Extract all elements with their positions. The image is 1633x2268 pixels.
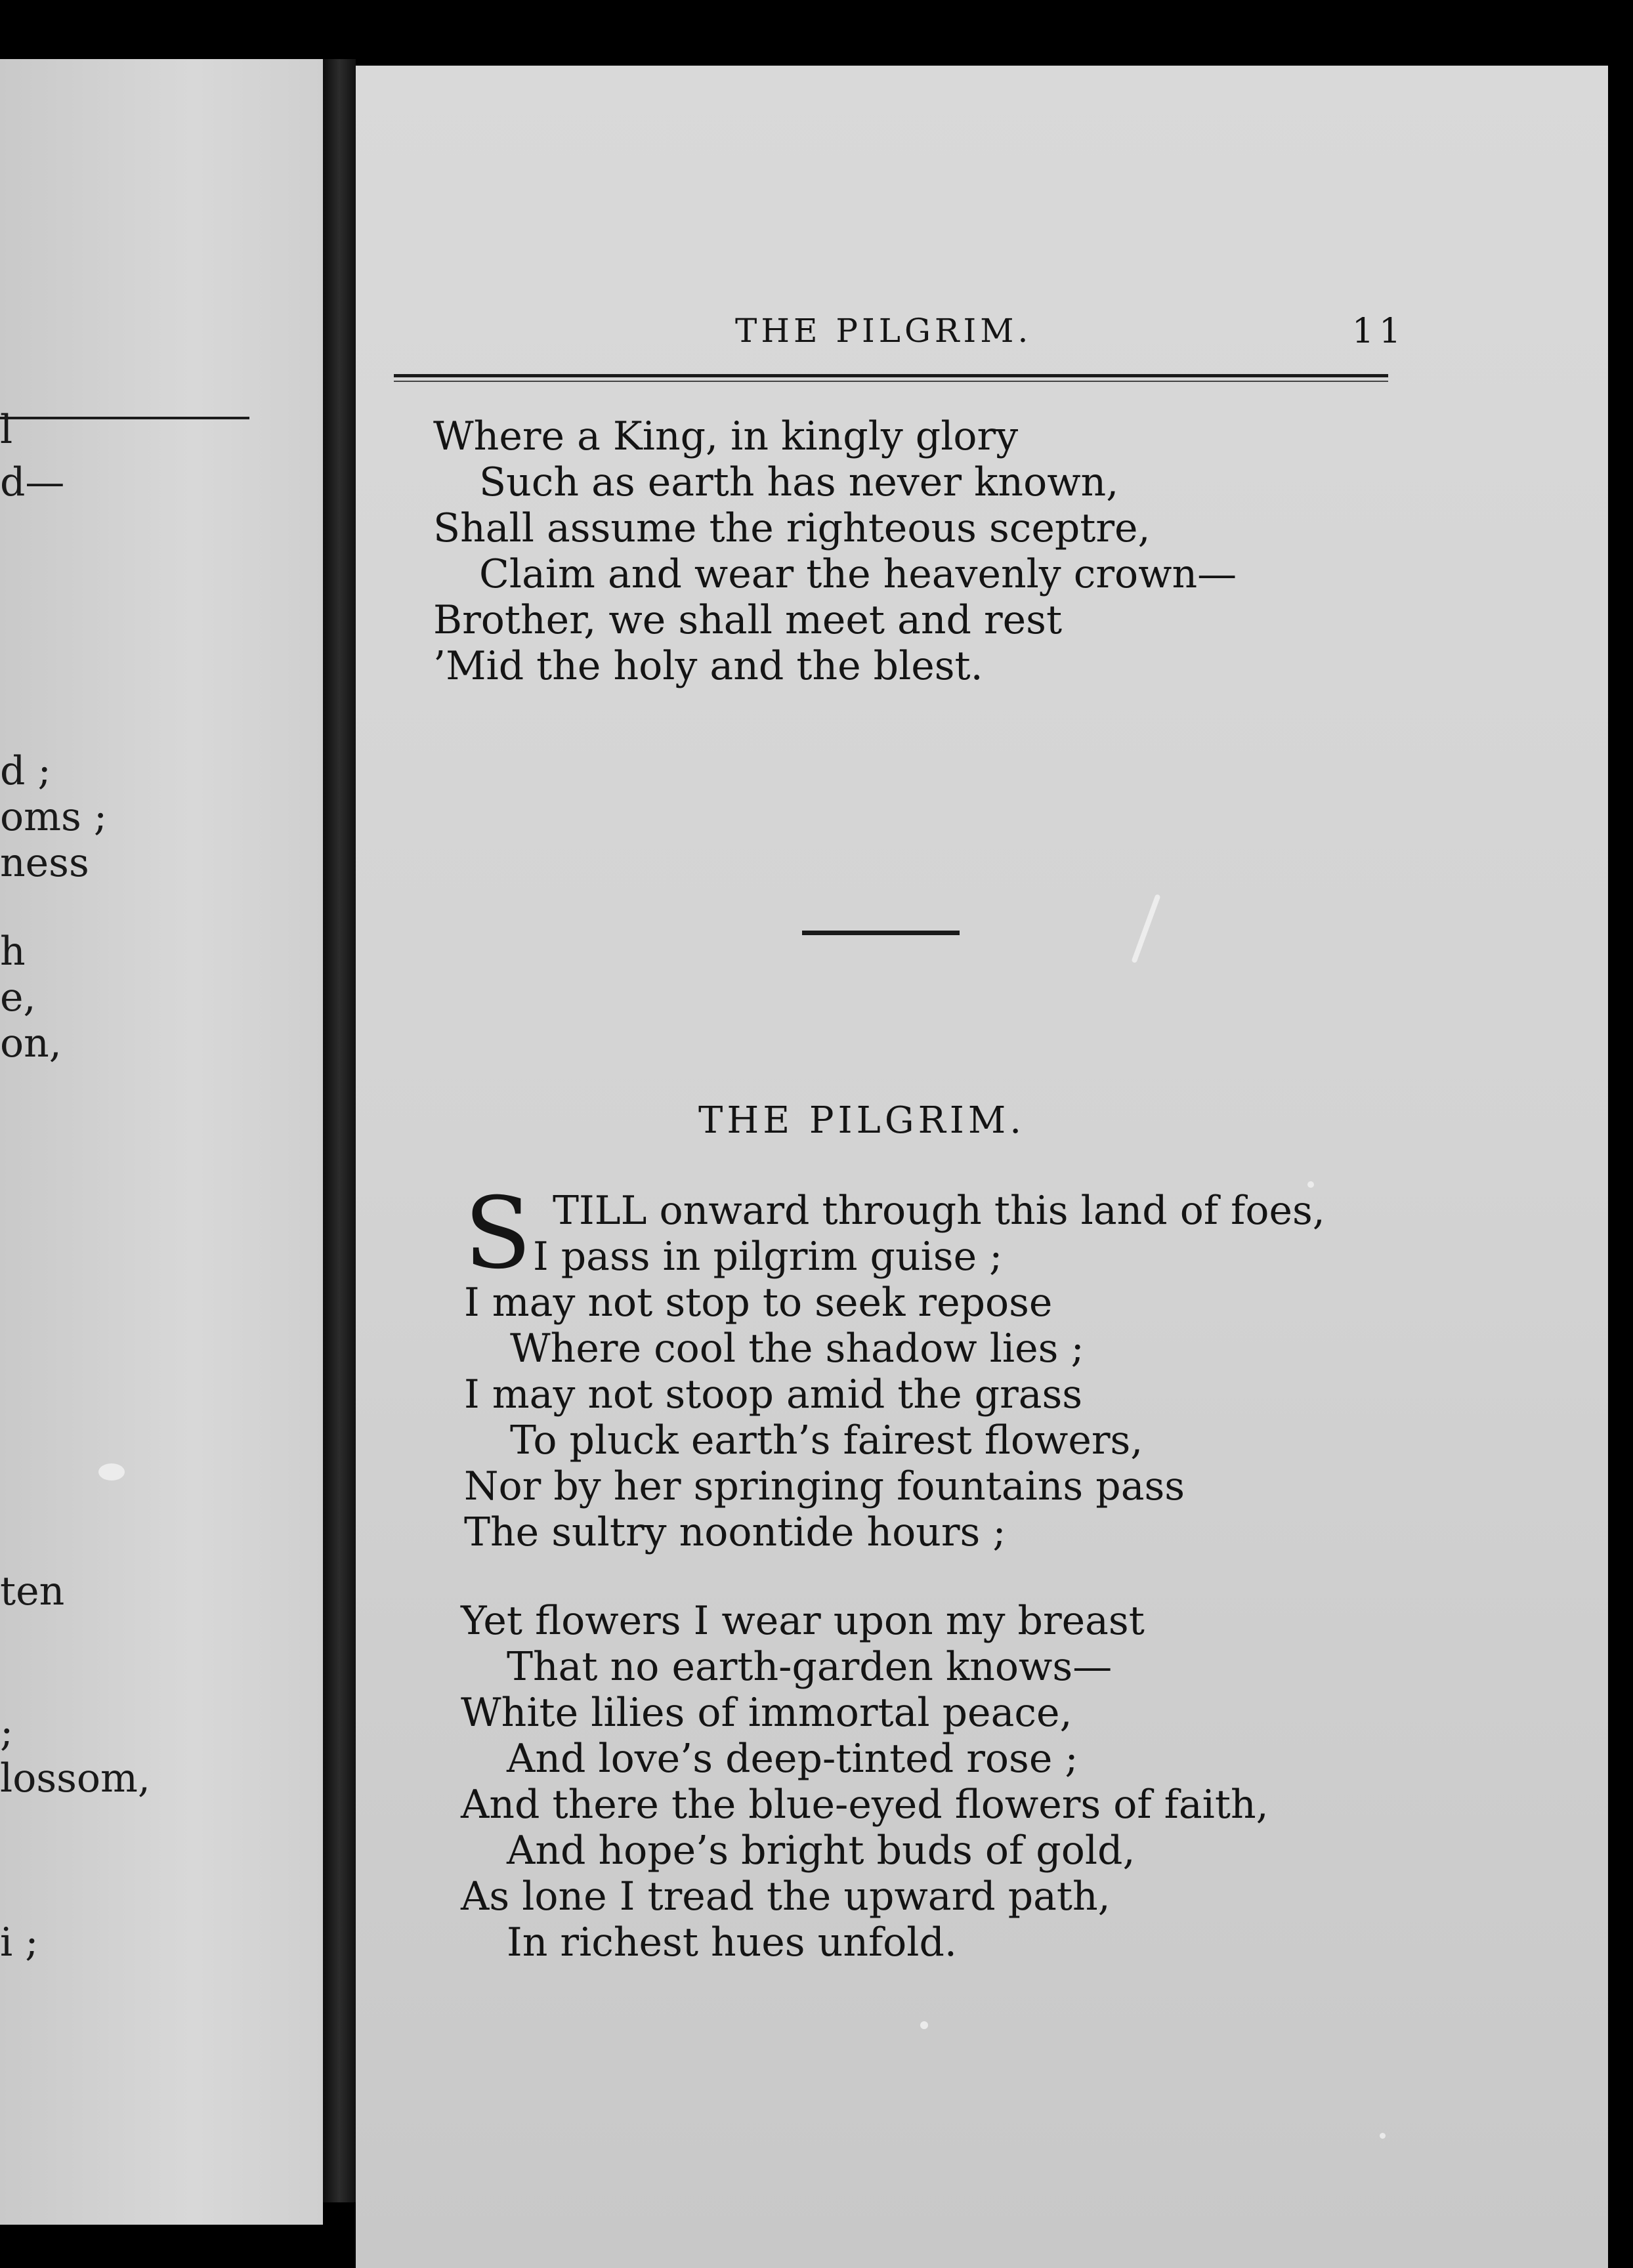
- paper-speck: [1307, 1181, 1314, 1188]
- running-head: THE PILGRIM.: [735, 312, 1032, 350]
- left-fragment: ten: [0, 1568, 65, 1614]
- poem-line: Claim and wear the heavenly crown—: [479, 551, 1237, 597]
- poem-line: I may not stoop amid the grass: [464, 1372, 1083, 1418]
- left-fragment: h: [0, 929, 26, 975]
- paper-speck: [1380, 2133, 1386, 2139]
- left-fragment: i ;: [0, 1920, 39, 1965]
- poem-line: I may not stop to seek repose: [464, 1280, 1053, 1326]
- poem-line: To pluck earth’s fairest flowers,: [510, 1418, 1143, 1463]
- poem-line: Shall assume the righteous sceptre,: [433, 505, 1151, 551]
- left-fragment: d ;: [0, 748, 51, 794]
- poem-line: Where cool the shadow lies ;: [510, 1326, 1084, 1372]
- poem-line: And love’s deep-tinted rose ;: [507, 1736, 1078, 1782]
- left-page: [0, 59, 323, 2225]
- poem-line: Nor by her springing fountains pass: [464, 1463, 1185, 1509]
- header-rule: [394, 374, 1388, 377]
- poem-line: Yet flowers I wear upon my breast: [461, 1598, 1145, 1644]
- poem-line: Such as earth has never known,: [479, 459, 1119, 505]
- poem-line: I pass in pilgrim guise ;: [533, 1234, 1003, 1280]
- poem-line: As lone I tread the upward path,: [461, 1874, 1111, 1920]
- paper-scratch: [1131, 894, 1160, 963]
- stanza: [464, 1234, 1185, 1555]
- section-divider: [802, 931, 960, 935]
- left-fragment: e,: [0, 975, 36, 1020]
- poem-line: That no earth-garden knows—: [507, 1644, 1113, 1690]
- left-fragment: ness: [0, 840, 89, 886]
- paper-speck: [920, 2021, 928, 2029]
- left-fragment: d—: [0, 459, 65, 505]
- page-number: 11: [1352, 312, 1407, 351]
- left-fragment: on,: [0, 1020, 62, 1066]
- poem-line: And there the blue-eyed flowers of faith,: [461, 1782, 1269, 1828]
- left-fragment: lossom,: [0, 1755, 150, 1801]
- left-fragment: ;: [0, 1710, 14, 1755]
- poem-line: And hope’s bright buds of gold,: [507, 1828, 1135, 1874]
- poem-line: In richest hues unfold.: [507, 1920, 957, 1965]
- stanza: [461, 1598, 1269, 1965]
- poem-line: TILL onward through this land of foes,: [553, 1188, 1325, 1234]
- right-page: [356, 66, 1608, 2268]
- left-fragment: oms ;: [0, 794, 108, 840]
- poem-line: Brother, we shall meet and rest: [433, 597, 1063, 643]
- poem-line: Where a King, in kingly glory: [433, 413, 1019, 459]
- poem-line: ’Mid the holy and the blest.: [433, 643, 983, 689]
- book-gutter: [323, 59, 356, 2202]
- left-page-rule: [0, 417, 249, 419]
- poem-title: THE PILGRIM.: [698, 1099, 1026, 1142]
- drop-cap: S: [464, 1177, 532, 1291]
- stanza: [433, 413, 1237, 689]
- header-rule-thin: [394, 381, 1388, 382]
- paper-speck: [98, 1463, 125, 1480]
- poem-line: The sultry noontide hours ;: [464, 1509, 1006, 1555]
- left-fragment: l: [0, 407, 13, 453]
- poem-line: White lilies of immortal peace,: [461, 1690, 1072, 1736]
